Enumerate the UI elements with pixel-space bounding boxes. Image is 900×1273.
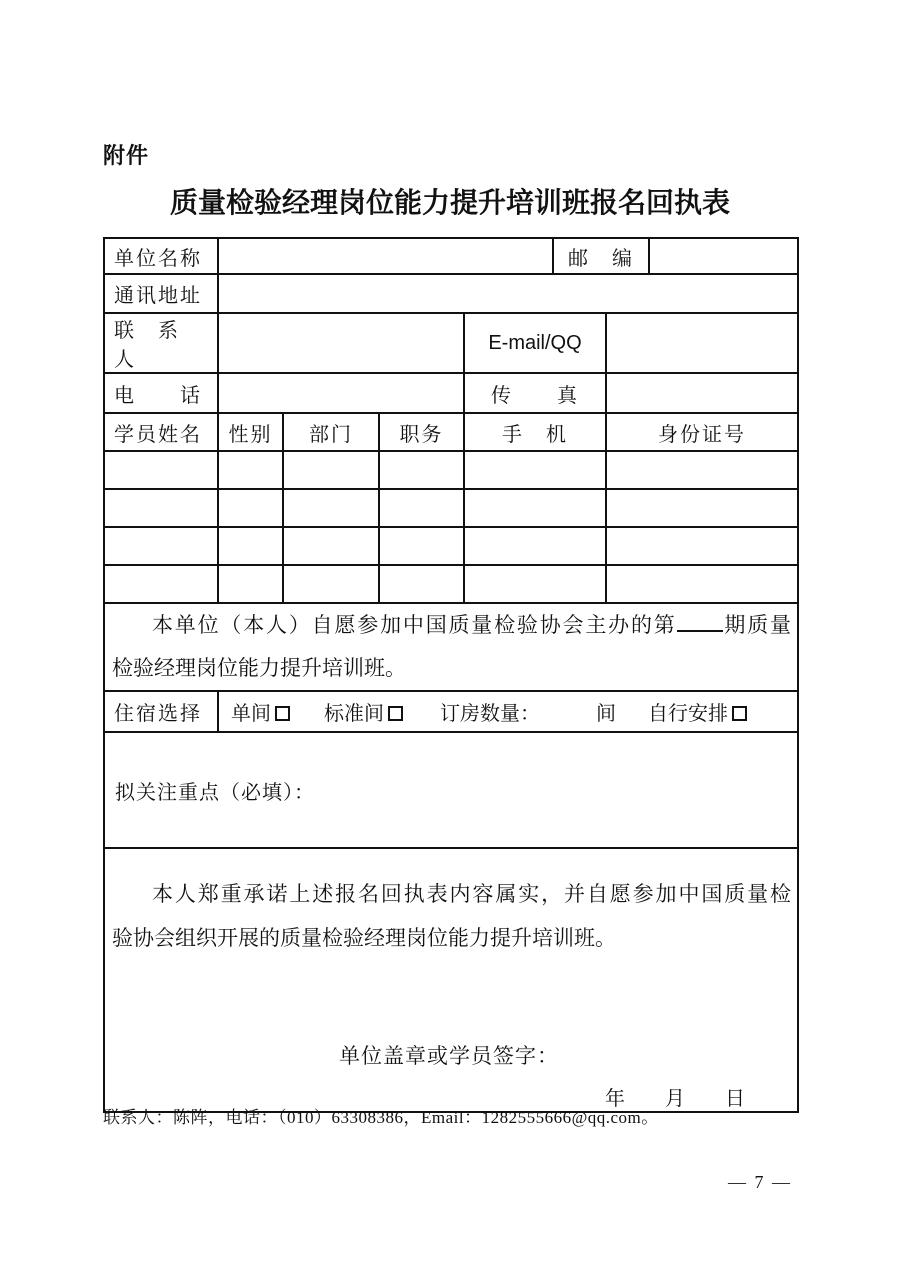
email-qq-label: E-mail/QQ <box>464 313 606 373</box>
option-standard-room: 标准间 <box>324 697 403 726</box>
signature-label: 单位盖章或学员签字： <box>339 1043 559 1068</box>
row-contact <box>104 313 798 373</box>
unit-name-label: 单位名称 <box>104 238 218 274</box>
postal-code-blank-cell <box>649 238 798 274</box>
student-row-empty <box>104 527 798 565</box>
form-title: 质量检验经理岗位能力提升培训班报名回执表 <box>169 186 730 219</box>
row-focus <box>104 732 798 848</box>
date-label: 年 月 日 <box>605 1087 745 1110</box>
registration-form-table <box>103 237 799 1113</box>
accommodation-options-cell <box>218 691 798 732</box>
student-row-empty <box>104 565 798 603</box>
statement-before-blank: 本单位（本人）自愿参加中国质量检验协会主办的第 <box>152 613 677 637</box>
contact-footer: 联系人：陈阵，电话：（010）63308386，Email：1282555666@qq.com。 <box>103 1108 659 1127</box>
header-id-number: 身份证号 <box>606 413 798 451</box>
focus-cell <box>104 732 798 848</box>
accommodation-options <box>219 697 797 726</box>
row-unit-name <box>104 238 798 274</box>
unit-name-blank-cell <box>218 238 553 274</box>
single-room-checkbox-icon <box>275 706 290 721</box>
header-department: 部门 <box>283 413 379 451</box>
phone-label: 电 话 <box>104 373 218 413</box>
contact-person-blank-cell <box>218 313 464 373</box>
student-row-empty <box>104 451 798 489</box>
commitment-line2: 验协会组织开展的质量检验经理岗位能力提升培训班。 <box>112 925 616 950</box>
self-arrange-checkbox-icon <box>732 706 747 721</box>
header-position: 职务 <box>379 413 464 451</box>
header-student-name: 学员姓名 <box>104 413 218 451</box>
statement-after-blank: 期质量 <box>722 613 792 637</box>
postal-code-label: 邮 编 <box>553 238 649 274</box>
option-self-arrange: 自行安排 <box>648 697 747 726</box>
fax-blank-cell <box>606 373 798 413</box>
address-label: 通讯地址 <box>104 274 218 313</box>
row-commitment <box>104 848 798 1112</box>
commitment-cell <box>104 848 798 1112</box>
header-gender: 性别 <box>218 413 283 451</box>
commitment-line1: 本人郑重承诺上述报名回执表内容属实，并自愿参加中国质量检 <box>152 881 791 906</box>
booking-count-label: 订房数量： <box>440 703 540 725</box>
row-phone <box>104 373 798 413</box>
statement-line2: 检验经理岗位能力提升培训班。 <box>112 656 406 680</box>
row-student-header <box>104 413 798 451</box>
statement-line1 <box>105 604 797 647</box>
contact-person-label: 联 系 人 <box>104 313 218 373</box>
attachment-label: 附件 <box>103 144 150 169</box>
header-mobile: 手 机 <box>464 413 606 451</box>
row-accommodation <box>104 691 798 732</box>
student-row-empty <box>104 489 798 527</box>
row-statement <box>104 603 798 691</box>
option-single-room: 单间 <box>231 697 290 726</box>
address-blank-cell <box>218 274 798 313</box>
phone-blank-cell <box>218 373 464 413</box>
room-unit-label: 间 <box>596 703 616 725</box>
page-number: — 7 — <box>728 1172 792 1192</box>
email-qq-blank-cell <box>606 313 798 373</box>
session-number-blank <box>677 612 723 632</box>
statement-cell <box>104 603 798 691</box>
accommodation-label: 住宿选择 <box>104 691 218 732</box>
standard-room-checkbox-icon <box>388 706 403 721</box>
focus-label: 拟关注重点（必填）： <box>115 781 315 804</box>
fax-label: 传 真 <box>464 373 606 413</box>
row-address <box>104 274 798 313</box>
